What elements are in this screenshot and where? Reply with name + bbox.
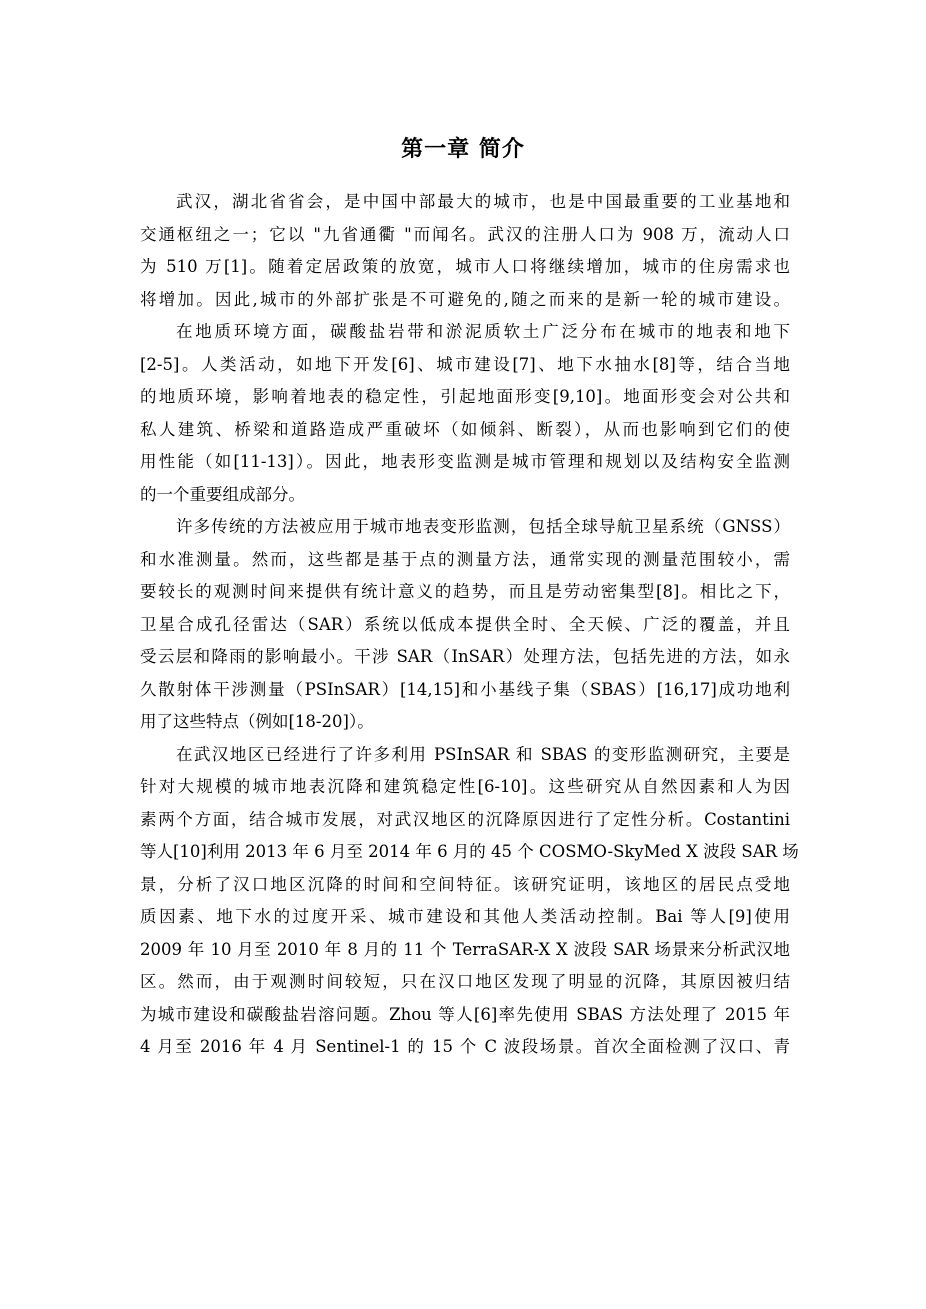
chapter-title: 第一章 简介 (401, 137, 525, 162)
text-line: 景，分析了汉口地区沉降的时间和空间特征。该研究证明，该地区的居民点受地 (140, 874, 790, 894)
text-line: 区。然而，由于观测时间较短，只在汉口地区发现了明显的沉降，其原因被归结 (140, 972, 790, 991)
text-line: 用性能（如[11-13]）。因此，地表形变监测是城市管理和规划以及结构安全监测 (140, 452, 790, 471)
text-line: 卫星合成孔径雷达（SAR）系统以低成本提供全时、全天候、广泛的覆盖，并且 (140, 614, 790, 634)
text-line: 和水准测量。然而，这些都是基于点的测量方法，通常实现的测量范围较小，需 (140, 549, 790, 569)
text-line: 在地质环境方面，碳酸盐岩带和淤泥质软土广泛分布在城市的地表和地下 (176, 322, 790, 341)
text-line: 针对大规模的城市地表沉降和建筑稳定性[6-10]。这些研究从自然因素和人为因 (140, 777, 790, 796)
text-line: 的一个重要组成部分。 (140, 484, 305, 504)
text-line: 将增加。因此,城市的外部扩张是不可避免的,随之而来的是新一轮的城市建设。 (140, 289, 790, 309)
paragraph-3 (140, 511, 790, 739)
text-line: 交通枢纽之一；它以 "九省通衢 "而闻名。武汉的注册人口为 908 万，流动人口 (140, 224, 790, 244)
paragraph-4 (140, 739, 799, 1064)
text-line: 的地质环境，影响着地表的稳定性，引起地面形变[9,10]。地面形变会对公共和 (140, 387, 790, 406)
text-line: [2-5]。人类活动，如地下开发[6]、城市建设[7]、地下水抽水[8]等，结合当地 (140, 354, 790, 374)
text-line: 在武汉地区已经进行了许多利用 PSInSAR 和 SBAS 的变形监测研究，主要是 (176, 744, 790, 764)
text-line: 许多传统的方法被应用于城市地表变形监测，包括全球导航卫星系统（GNSS） (176, 517, 790, 536)
text-line: 要较长的观测时间来提供有统计意义的趋势，而且是劳动密集型[8]。相比之下， (140, 582, 790, 601)
text-line: 等人[10]利用 2013 年 6 月至 2014 年 6 月的 45 个 COSMO-SkyMed X 波段 SAR 场 (140, 842, 799, 861)
body-text (140, 186, 799, 1064)
text-line: 久散射体干涉测量（PSInSAR）[14,15]和小基线子集（SBAS）[16,17]成功地利 (140, 679, 790, 699)
paragraph-2 (140, 316, 790, 511)
text-line: 质因素、地下水的过度开采、城市建设和其他人类活动控制。Bai 等人[9]使用 (140, 907, 790, 926)
text-line: 素两个方面，结合城市发展，对武汉地区的沉降原因进行了定性分析。Costantini (140, 809, 790, 829)
text-line: 4 月至 2016 年 4 月 Sentinel-1 的 15 个 C 波段场景。首次全面检测了汉口、青 (140, 1037, 790, 1056)
text-line: 为城市建设和碳酸盐岩溶问题。Zhou 等人[6]率先使用 SBAS 方法处理了 2015 年 (140, 1004, 790, 1024)
text-line: 2009 年 10 月至 2010 年 8 月的 11 个 TerraSAR-X X 波段 SAR 场景来分析武汉地 (140, 939, 790, 959)
paragraph-1 (140, 186, 790, 316)
text-line: 受云层和降雨的影响最小。干涉 SAR（InSAR）处理方法，包括先进的方法，如永 (140, 647, 790, 666)
text-line: 武汉，湖北省省会，是中国中部最大的城市，也是中国最重要的工业基地和 (176, 192, 790, 211)
text-line: 私人建筑、桥梁和道路造成严重破坏（如倾斜、断裂），从而也影响到它们的使 (140, 419, 790, 439)
text-line: 用了这些特点（例如[18-20]）。 (140, 712, 374, 731)
text-line: 为 510 万[1]。随着定居政策的放宽，城市人口将继续增加，城市的住房需求也 (140, 257, 790, 276)
